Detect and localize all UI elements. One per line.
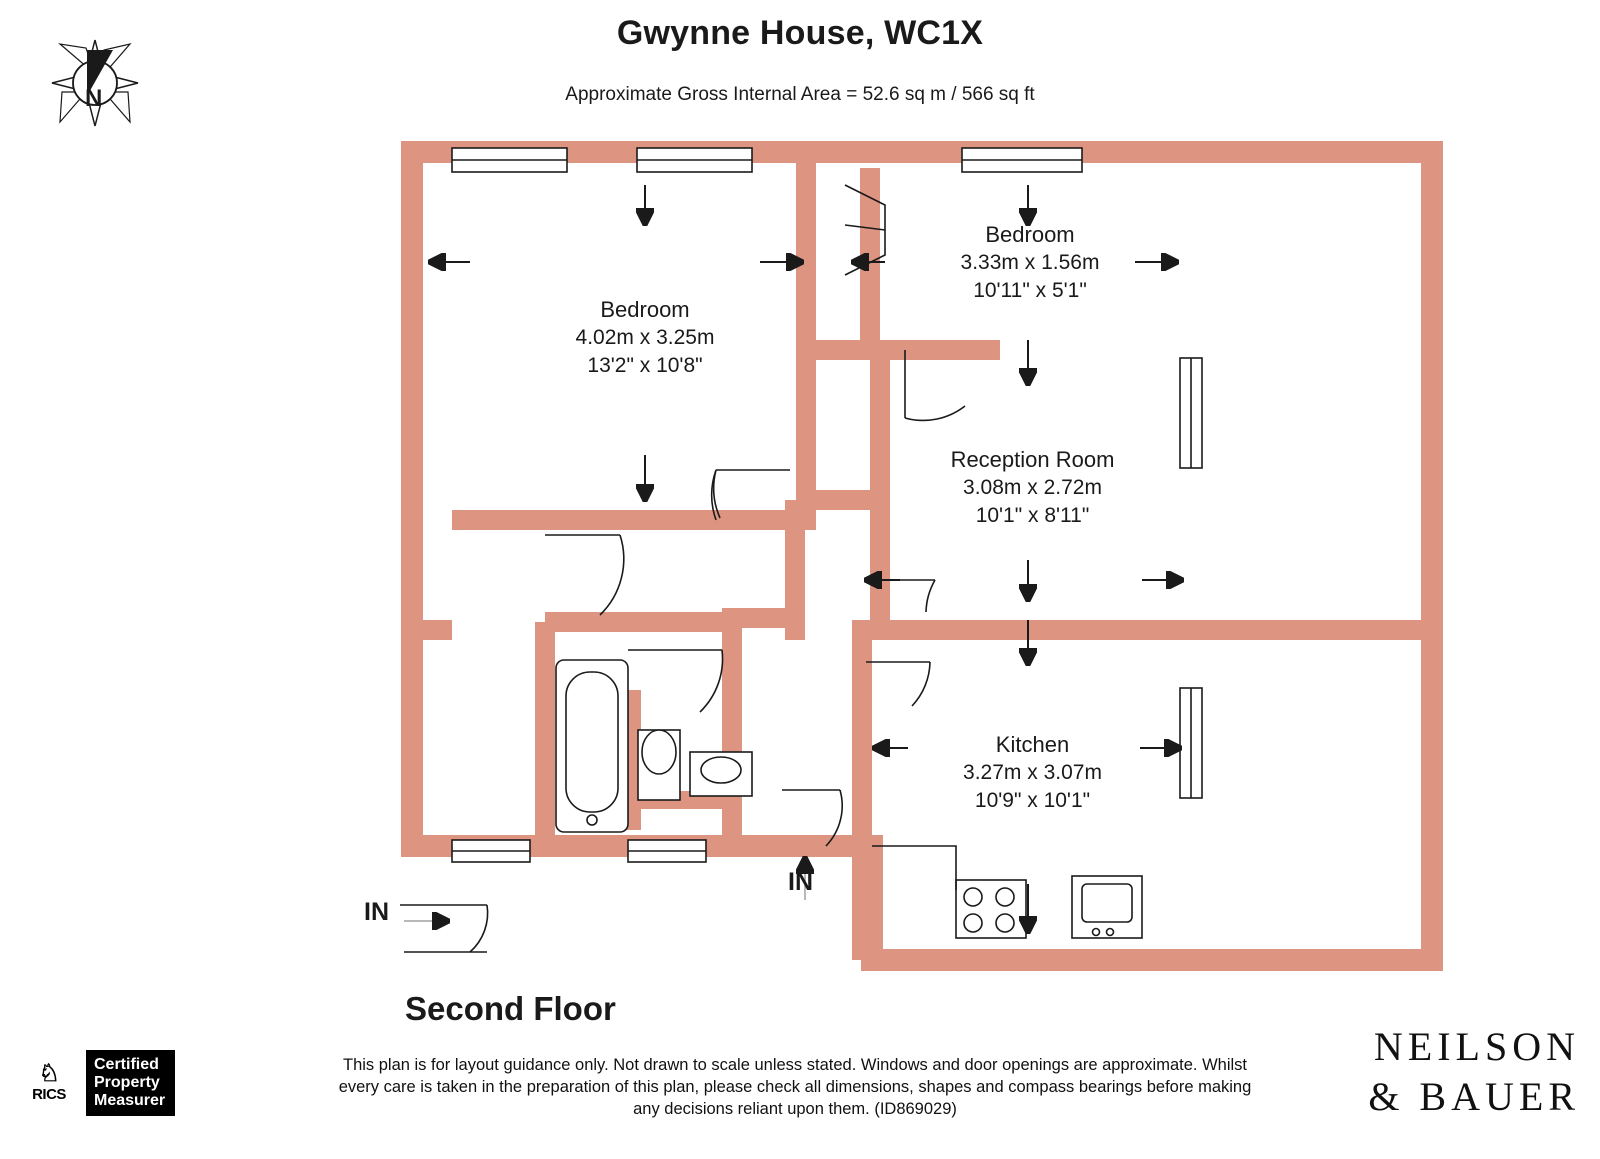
company-name-line1: NEILSON [1373, 1024, 1580, 1069]
room-metric: 3.33m x 1.56m [960, 251, 1100, 275]
badge-line-2: Property [94, 1073, 160, 1091]
entrance-label-left: IN [364, 898, 389, 926]
room-metric: 4.02m x 3.25m [575, 326, 715, 350]
room-label-bedroom-2 [900, 220, 1160, 305]
room-label-kitchen [900, 730, 1165, 815]
badge-line-3: Measurer [94, 1091, 166, 1109]
company-logo [1250, 1022, 1580, 1122]
area-subtitle: Approximate Gross Internal Area = 52.6 sq m / 566 sq ft [565, 84, 1035, 105]
rics-lion-icon: ♘ RICS [32, 1060, 66, 1104]
room-name: Bedroom [600, 297, 690, 322]
rics-certification [18, 1050, 175, 1116]
room-imperial: 10'11" x 5'1" [973, 279, 1087, 303]
badge-line-1: Certified [94, 1056, 159, 1073]
rics-mark-label: RICS [32, 1086, 66, 1104]
room-metric: 3.27m x 3.07m [963, 761, 1102, 785]
room-imperial: 13'2" x 10'8" [587, 354, 703, 378]
room-imperial: 10'1" x 8'11" [975, 504, 1090, 528]
floor-label: Second Floor [405, 990, 616, 1027]
compass-north-label: N [85, 85, 103, 112]
page-title: Gwynne House, WC1X [616, 14, 984, 52]
room-name: Kitchen [995, 732, 1070, 757]
room-name: Reception Room [950, 447, 1115, 472]
room-imperial: 10'9" x 10'1" [974, 789, 1091, 813]
disclaimer-text: This plan is for layout guidance only. Not drawn to scale unless stated. Windows and door openings are approximate. Whilst every care is taken in the preparation of this plan, please check all dimensions, shapes and compass bearings before making any decisions reliant upon them. (ID869029) [338, 1056, 1252, 1118]
certified-property-measurer-badge [86, 1050, 175, 1116]
room-label-reception-room [900, 445, 1165, 530]
room-label-bedroom-1 [520, 295, 770, 380]
entrance-label-centre: IN [788, 868, 813, 896]
room-name: Bedroom [985, 222, 1075, 247]
room-metric: 3.08m x 2.72m [963, 476, 1102, 500]
company-name-line2: & BAUER [1368, 1074, 1580, 1119]
